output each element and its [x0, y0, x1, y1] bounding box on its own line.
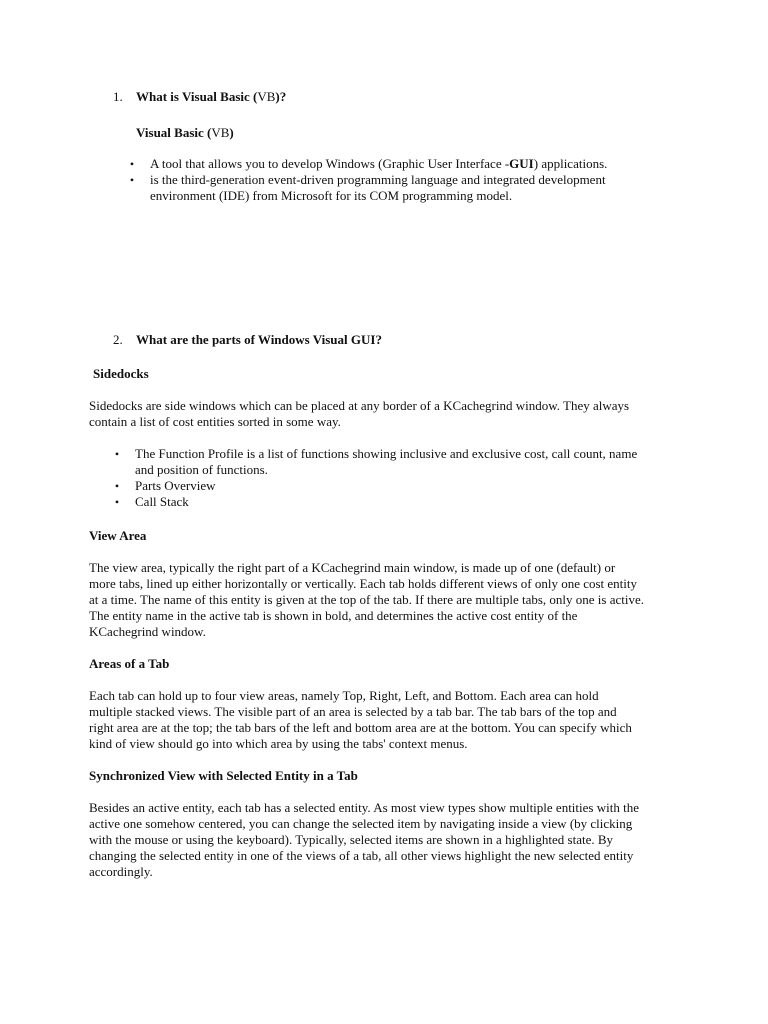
- areas-tab-line: Each tab can hold up to four view areas, namely Top, Right, Left, and Bottom. Each area can hold: [89, 688, 599, 703]
- view-area-heading: [89, 528, 146, 544]
- vb-bullet-list: [129, 156, 608, 204]
- sidedocks-heading: [93, 366, 149, 382]
- q2-heading: [136, 332, 382, 348]
- vb-bullet-1-bold: GUI: [509, 156, 534, 171]
- sync-view-line: changing the selected entity in one of the views of a tab, all other views highlight the new selected entity: [89, 848, 634, 863]
- bullet-icon: •: [114, 479, 120, 493]
- view-area-line: KCachegrind window.: [89, 624, 206, 639]
- vb-heading-prefix: Visual Basic (: [136, 125, 212, 140]
- areas-tab-line: kind of view should go into which area by using the tabs' context menus.: [89, 736, 468, 751]
- areas-tab-heading-text: Areas of a Tab: [89, 656, 170, 671]
- areas-tab-line: right area are at the top; the tab bars of the left and bottom area are at the bottom. You can specify which: [89, 720, 632, 735]
- areas-tab-paragraph: [89, 688, 632, 752]
- areas-tab-heading: [89, 656, 169, 672]
- bullet-icon: •: [114, 495, 120, 509]
- view-area-line: at a time. The name of this entity is given at the top of the tab. If there are multiple tabs, only one is active.: [89, 592, 644, 607]
- q1-prefix: What is Visual Basic (: [136, 89, 258, 104]
- q2-number: 2.: [113, 332, 123, 347]
- sync-view-line: with the mouse or using the keyboard). Typically, selected items are shown in a highlighted state. By: [89, 832, 614, 847]
- bullet-icon: •: [129, 173, 135, 187]
- vb-heading: [136, 125, 234, 141]
- sync-view-heading-text: Synchronized View with Selected Entity in a Tab: [89, 768, 358, 783]
- sync-view-heading: [89, 768, 358, 784]
- sync-view-line: Besides an active entity, each tab has a selected entity. As most view types show multiple entities with the: [89, 800, 639, 815]
- view-area-line: more tabs, lined up either horizontally or vertically. Each tab holds different views of only one cost entity: [89, 576, 638, 591]
- q2-text: What are the parts of Windows Visual GUI?: [136, 332, 382, 347]
- sync-view-line: accordingly.: [89, 864, 153, 879]
- view-area-line: The view area, typically the right part of a KCachegrind main window, is made up of one (default) or: [89, 560, 616, 575]
- sidedocks-bullet-list: [114, 446, 638, 510]
- list-item: [114, 494, 637, 510]
- sidedocks-bullet-1-line2: and position of functions.: [135, 462, 268, 477]
- sidedocks-bullet-2: Parts Overview: [135, 478, 216, 493]
- sync-view-line: active one somehow centered, you can change the selected item by navigating inside a view (by clicking: [89, 816, 633, 831]
- list-item: [114, 446, 638, 478]
- areas-tab-line: multiple stacked views. The visible part of an area is selected by a tab bar. The tab bars of the top and: [89, 704, 617, 719]
- bullet-icon: •: [129, 157, 135, 171]
- vb-bullet-1-text: A tool that allows you to develop Windows (Graphic User Interface -: [150, 156, 510, 171]
- view-area-line: The entity name in the active tab is shown in bold, and determines the active cost entity of the: [89, 608, 578, 623]
- bullet-icon: •: [114, 447, 120, 461]
- view-area-paragraph: [89, 560, 644, 640]
- sidedocks-paragraph: [89, 398, 629, 430]
- q1-heading: [136, 89, 286, 105]
- list-item: [114, 478, 637, 494]
- view-area-heading-text: View Area: [89, 528, 147, 543]
- vb-heading-suffix: ): [229, 125, 234, 140]
- vb-bullet-2-line1: is the third-generation event-driven programming language and integrated development: [150, 172, 606, 187]
- sidedocks-bullet-1-line1: The Function Profile is a list of functions showing inclusive and exclusive cost, call count, name: [135, 446, 638, 461]
- vb-heading-abbr: VB: [211, 125, 230, 140]
- q1-number: 1.: [113, 89, 123, 104]
- sidedocks-bullet-3: Call Stack: [135, 494, 189, 509]
- sidedocks-line-2: contain a list of cost entities sorted in some way.: [89, 414, 341, 429]
- vb-bullet-1-after: ) applications.: [533, 156, 608, 171]
- q1-suffix: )?: [275, 89, 287, 104]
- vb-bullet-2-line2: environment (IDE) from Microsoft for its COM programming model.: [150, 188, 513, 203]
- list-item: [129, 156, 608, 172]
- q1-abbr: VB: [257, 89, 276, 104]
- list-item: [129, 172, 607, 204]
- sidedocks-line-1: Sidedocks are side windows which can be placed at any border of a KCachegrind window. They always: [89, 398, 630, 413]
- sync-view-paragraph: [89, 800, 639, 880]
- sidedocks-heading-text: Sidedocks: [93, 366, 149, 381]
